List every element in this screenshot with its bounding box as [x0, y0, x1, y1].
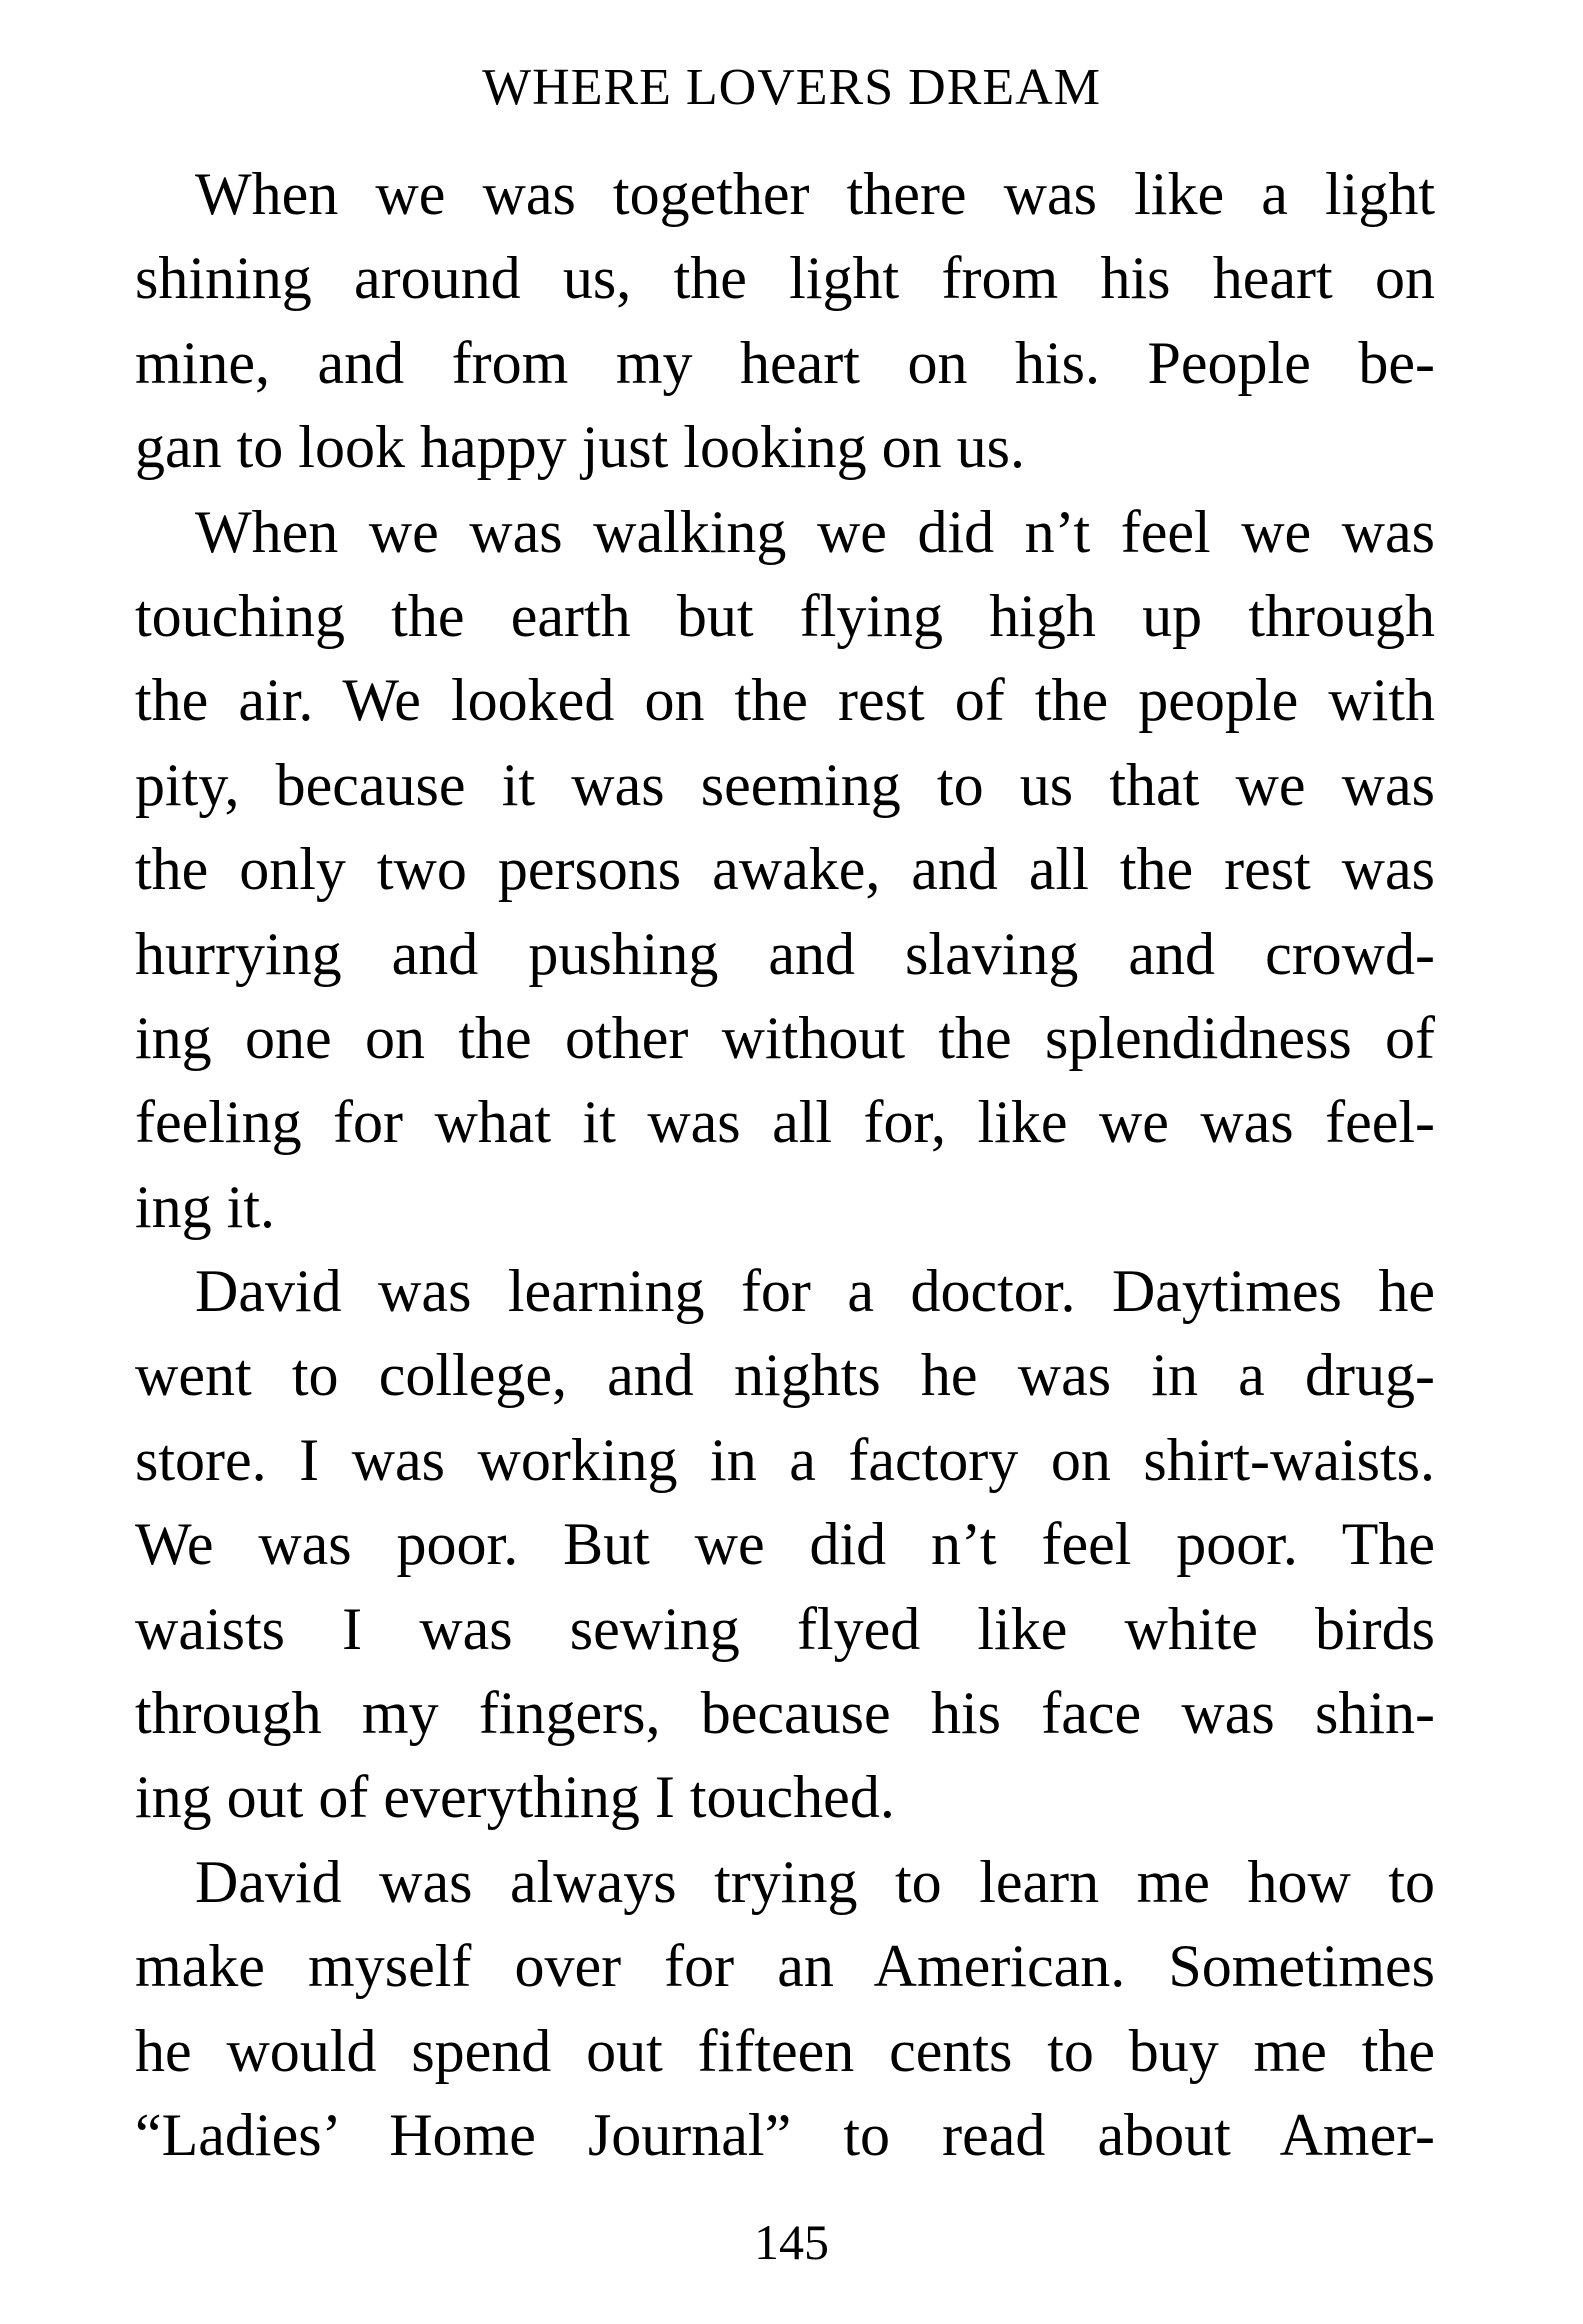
page-number: 145 — [754, 2214, 829, 2270]
body-text — [135, 152, 1435, 2177]
text-line: pity, because it was seeming to us that we was — [135, 751, 1435, 818]
text-line: ing one on the other without the splendidness of — [135, 1004, 1435, 1071]
text-line: he would spend out fifteen cents to buy me the — [135, 2017, 1435, 2084]
text-line: ing it. — [135, 1173, 276, 1240]
text-line: store. I was working in a factory on shirt-waists. — [135, 1426, 1435, 1493]
text-line: shining around us, the light from his heart on — [135, 245, 1435, 312]
text-line: David was always trying to learn me how to — [195, 1848, 1435, 1915]
paragraph-1 — [135, 152, 1435, 490]
paragraph-2 — [135, 490, 1435, 1250]
text-line: the air. We looked on the rest of the people with — [135, 667, 1435, 734]
text-line: touching the earth but flying high up through — [135, 582, 1435, 649]
text-line: When we was together there was like a light — [195, 161, 1435, 227]
text-line: ing out of everything I touched. — [135, 1764, 895, 1831]
text-line: the only two persons awake, and all the rest was — [135, 836, 1435, 903]
paragraph-4 — [135, 1840, 1435, 2178]
text-line: make myself over for an American. Sometimes — [135, 1933, 1435, 2000]
text-line: feeling for what it was all for, like we was feel- — [135, 1089, 1435, 1156]
text-line: hurrying and pushing and slaving and crowd- — [135, 920, 1435, 987]
text-line: We was poor. But we did n’t feel poor. The — [135, 1511, 1435, 1578]
text-line: waists I was sewing flyed like white birds — [135, 1595, 1435, 1662]
text-line: mine, and from my heart on his. People be- — [135, 329, 1435, 396]
text-line: through my fingers, because his face was shin- — [135, 1680, 1435, 1747]
text-line: went to college, and nights he was in a drug- — [135, 1342, 1435, 1409]
text-line: gan to look happy just looking on us. — [135, 414, 1025, 481]
paragraph-3 — [135, 1249, 1435, 1840]
running-head: WHERE LOVERS DREAM — [482, 59, 1101, 116]
text-line: “Ladies’ Home Journal” to read about Amer- — [135, 2101, 1435, 2168]
text-line: When we was walking we did n’t feel we was — [195, 498, 1435, 565]
text-line: David was learning for a doctor. Daytimes he — [195, 1258, 1435, 1325]
